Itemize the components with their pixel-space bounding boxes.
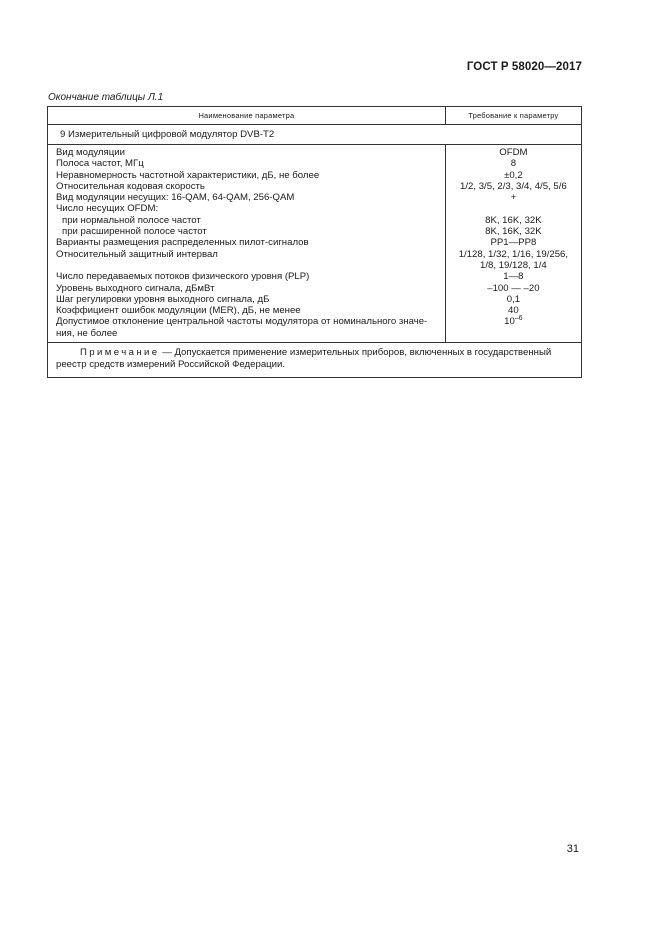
parameters-table: [47, 106, 582, 378]
parameter-name: Относительный защитный интервал: [56, 248, 218, 260]
parameter-requirement: [446, 328, 581, 339]
parameter-requirement: [446, 305, 581, 316]
requirement-exponent: –6: [514, 315, 523, 323]
requirement-value: +: [510, 192, 517, 204]
requirement-value: 8K, 16K, 32K: [485, 214, 542, 226]
requirement-value: 8K, 16K, 32K: [485, 226, 542, 238]
section-title: 9 Измерительный цифровой модулятор DVB-T2: [48, 125, 582, 145]
parameter-name: Коэффициент ошибок модуляции (MER), дБ, не менее: [56, 305, 301, 317]
parameter-requirement: [446, 203, 581, 214]
note-text: — Допускается применение измерительных приборов, включенных в государственный реестр средств измерений Российской Федерации.: [56, 347, 552, 371]
table-caption: Окончание таблицы Л.1: [48, 92, 164, 103]
parameter-requirement: [446, 260, 581, 271]
parameter-name: Варианты размещения распределенных пилот-сигналов: [56, 237, 309, 249]
parameter-name: [48, 260, 445, 271]
parameter-name: Уровень выходного сигнала, дБмВт: [56, 282, 215, 294]
requirement-value: 1/8, 19/128, 1/4: [480, 259, 547, 271]
table-header-row: [48, 107, 582, 125]
parameter-requirement: [446, 147, 581, 158]
column-header-requirement: Требование к параметру: [445, 107, 581, 125]
requirement-value: 10: [504, 316, 515, 328]
parameter-requirement: [446, 316, 581, 327]
requirement-value: –100 — –20: [487, 282, 540, 294]
requirement-value: 1/128, 1/32, 1/16, 19/256,: [458, 248, 569, 260]
parameter-name: ния, не более: [56, 327, 118, 339]
page-number: 31: [566, 843, 579, 855]
requirement-value: 1/2, 3/5, 2/3, 3/4, 4/5, 5/6: [460, 180, 567, 192]
document-standard-number: ГОСТ Р 58020—2017: [466, 61, 582, 73]
section-row: [48, 125, 582, 145]
parameter-name: Вид модуляции: [56, 147, 125, 158]
requirement-value: OFDM: [499, 147, 528, 158]
requirement-value: 40: [508, 305, 519, 317]
parameter-requirement: [446, 249, 581, 260]
table-body-row: [48, 145, 582, 343]
parameter-name: Шаг регулировки уровня выходного сигнала, дБ: [56, 293, 270, 305]
parameter-name: Неравномерность частотной характеристики, дБ, не более: [56, 169, 320, 181]
column-header-parameter-name: Наименование параметра: [48, 107, 446, 125]
requirement-value: 1—8: [503, 271, 524, 283]
note-label: Примечание: [80, 347, 160, 359]
requirement-value: 8: [510, 158, 517, 170]
requirements-cell: [445, 145, 581, 343]
requirement-value: 0,1: [506, 293, 521, 305]
parameter-name: Число несущих OFDM:: [56, 203, 159, 215]
requirement-value: ±0,2: [504, 169, 523, 181]
parameter-requirement: [446, 283, 581, 294]
parameter-name: Вид модуляции несущих: 16-QAM, 64-QAM, 256-QAM: [56, 192, 295, 204]
parameter-requirement: [446, 294, 581, 305]
requirement-value: PP1—PP8: [490, 237, 537, 249]
parameter-requirement: [446, 215, 581, 226]
parameter-names-cell: [48, 145, 446, 343]
parameter-requirement: [446, 271, 581, 282]
parameter-requirement: [446, 237, 581, 248]
parameter-requirement: [446, 170, 581, 181]
note-row: [48, 343, 582, 378]
parameter-requirement: [446, 181, 581, 192]
parameter-name: Число передаваемых потоков физического уровня (PLP): [56, 271, 310, 283]
parameter-requirement: [446, 192, 581, 203]
parameter-requirement: [446, 158, 581, 169]
parameter-name: при нормальной полосе частот: [62, 214, 201, 226]
table-note: [48, 343, 582, 378]
parameter-name: при расширенной полосе частот: [62, 226, 207, 238]
parameter-name: Допустимое отклонение центральной частоты модулятора от номинального значе-: [56, 316, 428, 328]
parameter-requirement: [446, 226, 581, 237]
parameter-name: Полоса частот, МГц: [56, 158, 144, 170]
parameter-name: Относительная кодовая скорость: [56, 180, 205, 192]
